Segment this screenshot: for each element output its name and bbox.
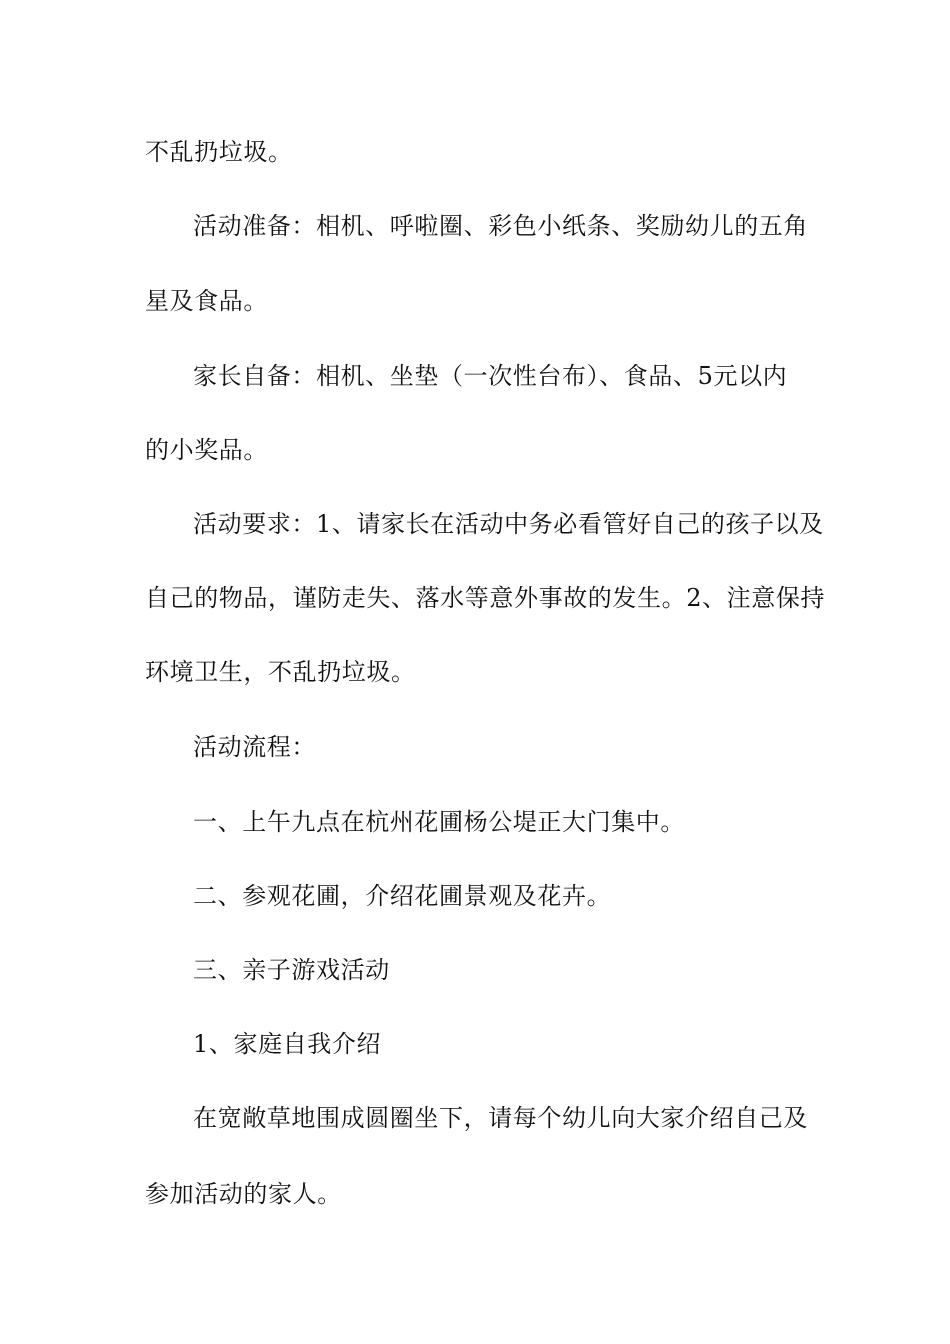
paragraph-line: 活动要求：1、请家长在活动中务必看管好自己的孩子以及 xyxy=(193,510,824,538)
paragraph-line: 活动准备：相机、呼啦圈、彩色小纸条、奖励幼儿的五角 xyxy=(193,212,808,240)
list-item: 一、上午九点在杭州花圃杨公堤正大门集中。 xyxy=(193,808,685,836)
sub-item: 1、家庭自我介绍 xyxy=(193,1030,382,1058)
text-line: 自己的物品，谨防走失、落水等意外事故的发生。2、注意保持 xyxy=(145,584,826,612)
text-line: 环境卫生，不乱扔垃圾。 xyxy=(145,658,416,686)
text-line: 不乱扔垃圾。 xyxy=(145,138,293,166)
text-line: 的小奖品。 xyxy=(145,436,268,464)
section-heading: 活动流程： xyxy=(193,733,316,761)
list-item: 二、参观花圃，介绍花圃景观及花卉。 xyxy=(193,882,612,910)
list-item: 三、亲子游戏活动 xyxy=(193,956,390,984)
paragraph-line: 在宽敞草地围成圆圈坐下，请每个幼儿向大家介绍自己及 xyxy=(193,1104,808,1132)
paragraph-line: 家长自备：相机、坐垫（一次性台布）、食品、5元以内 xyxy=(193,362,788,390)
text-line: 参加活动的家人。 xyxy=(145,1180,342,1208)
text-line: 星及食品。 xyxy=(145,287,268,315)
